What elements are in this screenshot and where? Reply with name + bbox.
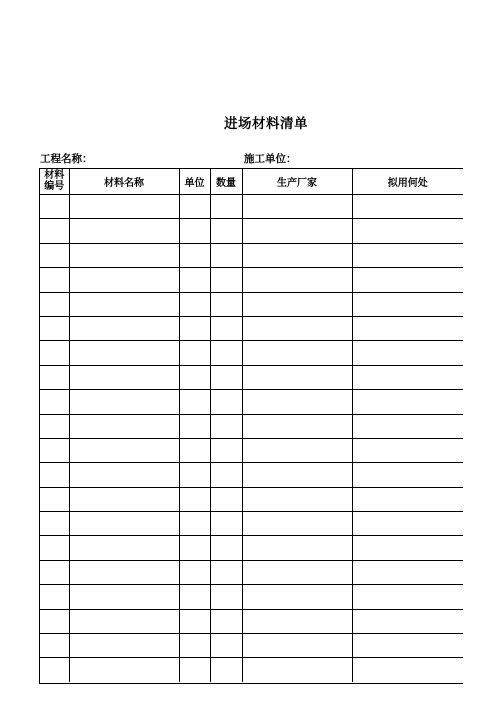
table-row: [40, 316, 463, 340]
cell-unit[interactable]: [179, 316, 210, 340]
cell-manufacturer[interactable]: [242, 316, 352, 340]
cell-intended-use[interactable]: [352, 341, 463, 365]
cell-code[interactable]: [40, 634, 69, 658]
cell-code[interactable]: [40, 292, 69, 316]
cell-manufacturer[interactable]: [242, 536, 352, 560]
cell-name[interactable]: [69, 536, 179, 560]
cell-code[interactable]: [40, 219, 69, 243]
cell-intended-use[interactable]: [352, 195, 463, 219]
cell-manufacturer[interactable]: [242, 609, 352, 633]
cell-code[interactable]: [40, 316, 69, 340]
cell-code[interactable]: [40, 463, 69, 487]
cell-code[interactable]: [40, 658, 69, 682]
table-row: [40, 634, 463, 658]
table-row: [40, 487, 463, 511]
cell-name[interactable]: [69, 390, 179, 414]
table-row: [40, 219, 463, 243]
cell-code[interactable]: [40, 365, 69, 389]
cell-name[interactable]: [69, 512, 179, 536]
table-row: [40, 195, 463, 219]
materials-table: [40, 169, 463, 682]
cell-unit[interactable]: [179, 341, 210, 365]
cell-name[interactable]: [69, 487, 179, 511]
cell-intended-use[interactable]: [352, 512, 463, 536]
cell-manufacturer[interactable]: [242, 585, 352, 609]
cell-manufacturer[interactable]: [242, 560, 352, 584]
cell-code[interactable]: [40, 268, 69, 292]
cell-unit[interactable]: [179, 195, 210, 219]
header-material-code: 材料编号: [40, 169, 69, 195]
cell-quantity[interactable]: [210, 414, 242, 438]
cell-manufacturer[interactable]: [242, 438, 352, 462]
cell-code[interactable]: [40, 414, 69, 438]
cell-name[interactable]: [69, 658, 179, 682]
cell-unit[interactable]: [179, 243, 210, 267]
cell-name[interactable]: [69, 341, 179, 365]
cell-unit[interactable]: [179, 634, 210, 658]
cell-intended-use[interactable]: [352, 536, 463, 560]
cell-unit[interactable]: [179, 658, 210, 682]
cell-intended-use[interactable]: [352, 438, 463, 462]
cell-intended-use[interactable]: [352, 243, 463, 267]
cell-code[interactable]: [40, 487, 69, 511]
cell-manufacturer[interactable]: [242, 195, 352, 219]
cell-quantity[interactable]: [210, 609, 242, 633]
cell-unit[interactable]: [179, 560, 210, 584]
cell-quantity[interactable]: [210, 512, 242, 536]
table-row: [40, 512, 463, 536]
header-unit: 单位: [179, 169, 210, 195]
project-name-label: 工程名称：: [40, 153, 93, 165]
cell-name[interactable]: [69, 292, 179, 316]
cell-manufacturer[interactable]: [242, 487, 352, 511]
cell-unit[interactable]: [179, 292, 210, 316]
cell-quantity[interactable]: [210, 390, 242, 414]
cell-quantity[interactable]: [210, 316, 242, 340]
cell-manufacturer[interactable]: [242, 268, 352, 292]
cell-intended-use[interactable]: [352, 487, 463, 511]
table-row: [40, 609, 463, 633]
header-material-name: 材料名称: [69, 169, 179, 195]
cell-unit[interactable]: [179, 219, 210, 243]
cell-unit[interactable]: [179, 487, 210, 511]
cell-name[interactable]: [69, 219, 179, 243]
table-row: [40, 438, 463, 462]
cell-quantity[interactable]: [210, 268, 242, 292]
table-row: [40, 536, 463, 560]
cell-code[interactable]: [40, 390, 69, 414]
header-quantity: 数量: [210, 169, 242, 195]
cell-manufacturer[interactable]: [242, 365, 352, 389]
cell-quantity[interactable]: [210, 243, 242, 267]
cell-quantity[interactable]: [210, 585, 242, 609]
cell-manufacturer[interactable]: [242, 414, 352, 438]
cell-intended-use[interactable]: [352, 292, 463, 316]
cell-intended-use[interactable]: [352, 365, 463, 389]
table-row: [40, 560, 463, 584]
cell-manufacturer[interactable]: [242, 219, 352, 243]
cell-unit[interactable]: [179, 585, 210, 609]
cell-unit[interactable]: [179, 390, 210, 414]
table-row: [40, 585, 463, 609]
cell-unit[interactable]: [179, 268, 210, 292]
cell-code[interactable]: [40, 195, 69, 219]
cell-intended-use[interactable]: [352, 414, 463, 438]
cell-name[interactable]: [69, 414, 179, 438]
cell-name[interactable]: [69, 438, 179, 462]
cell-quantity[interactable]: [210, 341, 242, 365]
cell-name[interactable]: [69, 243, 179, 267]
cell-manufacturer[interactable]: [242, 292, 352, 316]
cell-quantity[interactable]: [210, 536, 242, 560]
materials-table-frame: [39, 168, 463, 684]
page-title: 进场材料清单: [224, 116, 308, 132]
cell-code[interactable]: [40, 512, 69, 536]
header-manufacturer: 生产厂家: [242, 169, 352, 195]
cell-manufacturer[interactable]: [242, 512, 352, 536]
table-row: [40, 292, 463, 316]
cell-quantity[interactable]: [210, 438, 242, 462]
cell-unit[interactable]: [179, 365, 210, 389]
construction-unit-label: 施工单位：: [244, 153, 297, 165]
cell-quantity[interactable]: [210, 292, 242, 316]
cell-name[interactable]: [69, 268, 179, 292]
header-intended-use: 拟用何处: [352, 169, 463, 195]
cell-code[interactable]: [40, 560, 69, 584]
cell-name[interactable]: [69, 463, 179, 487]
cell-manufacturer[interactable]: [242, 243, 352, 267]
table-header-row: [40, 169, 463, 195]
cell-quantity[interactable]: [210, 463, 242, 487]
cell-name[interactable]: [69, 316, 179, 340]
cell-quantity[interactable]: [210, 658, 242, 682]
cell-quantity[interactable]: [210, 487, 242, 511]
table-row: [40, 390, 463, 414]
table-row: [40, 243, 463, 267]
cell-manufacturer[interactable]: [242, 463, 352, 487]
cell-intended-use[interactable]: [352, 560, 463, 584]
cell-name[interactable]: [69, 365, 179, 389]
cell-intended-use[interactable]: [352, 609, 463, 633]
cell-code[interactable]: [40, 609, 69, 633]
cell-unit[interactable]: [179, 463, 210, 487]
cell-intended-use[interactable]: [352, 268, 463, 292]
cell-unit[interactable]: [179, 536, 210, 560]
cell-code[interactable]: [40, 438, 69, 462]
cell-manufacturer[interactable]: [242, 341, 352, 365]
cell-quantity[interactable]: [210, 219, 242, 243]
cell-unit[interactable]: [179, 414, 210, 438]
cell-intended-use[interactable]: [352, 658, 463, 682]
cell-intended-use[interactable]: [352, 585, 463, 609]
table-row: [40, 414, 463, 438]
table-row: [40, 463, 463, 487]
cell-code[interactable]: [40, 536, 69, 560]
table-row: [40, 341, 463, 365]
cell-unit[interactable]: [179, 512, 210, 536]
cell-name[interactable]: [69, 585, 179, 609]
cell-code[interactable]: [40, 341, 69, 365]
cell-unit[interactable]: [179, 438, 210, 462]
cell-quantity[interactable]: [210, 560, 242, 584]
cell-manufacturer[interactable]: [242, 390, 352, 414]
cell-intended-use[interactable]: [352, 463, 463, 487]
cell-intended-use[interactable]: [352, 316, 463, 340]
cell-name[interactable]: [69, 634, 179, 658]
cell-name[interactable]: [69, 560, 179, 584]
cell-quantity[interactable]: [210, 195, 242, 219]
cell-intended-use[interactable]: [352, 219, 463, 243]
cell-quantity[interactable]: [210, 634, 242, 658]
cell-name[interactable]: [69, 609, 179, 633]
cell-intended-use[interactable]: [352, 634, 463, 658]
cell-manufacturer[interactable]: [242, 658, 352, 682]
cell-name[interactable]: [69, 195, 179, 219]
table-row: [40, 658, 463, 682]
cell-code[interactable]: [40, 585, 69, 609]
cell-unit[interactable]: [179, 609, 210, 633]
cell-manufacturer[interactable]: [242, 634, 352, 658]
table-row: [40, 365, 463, 389]
cell-code[interactable]: [40, 243, 69, 267]
table-row: [40, 268, 463, 292]
cell-quantity[interactable]: [210, 365, 242, 389]
cell-intended-use[interactable]: [352, 390, 463, 414]
